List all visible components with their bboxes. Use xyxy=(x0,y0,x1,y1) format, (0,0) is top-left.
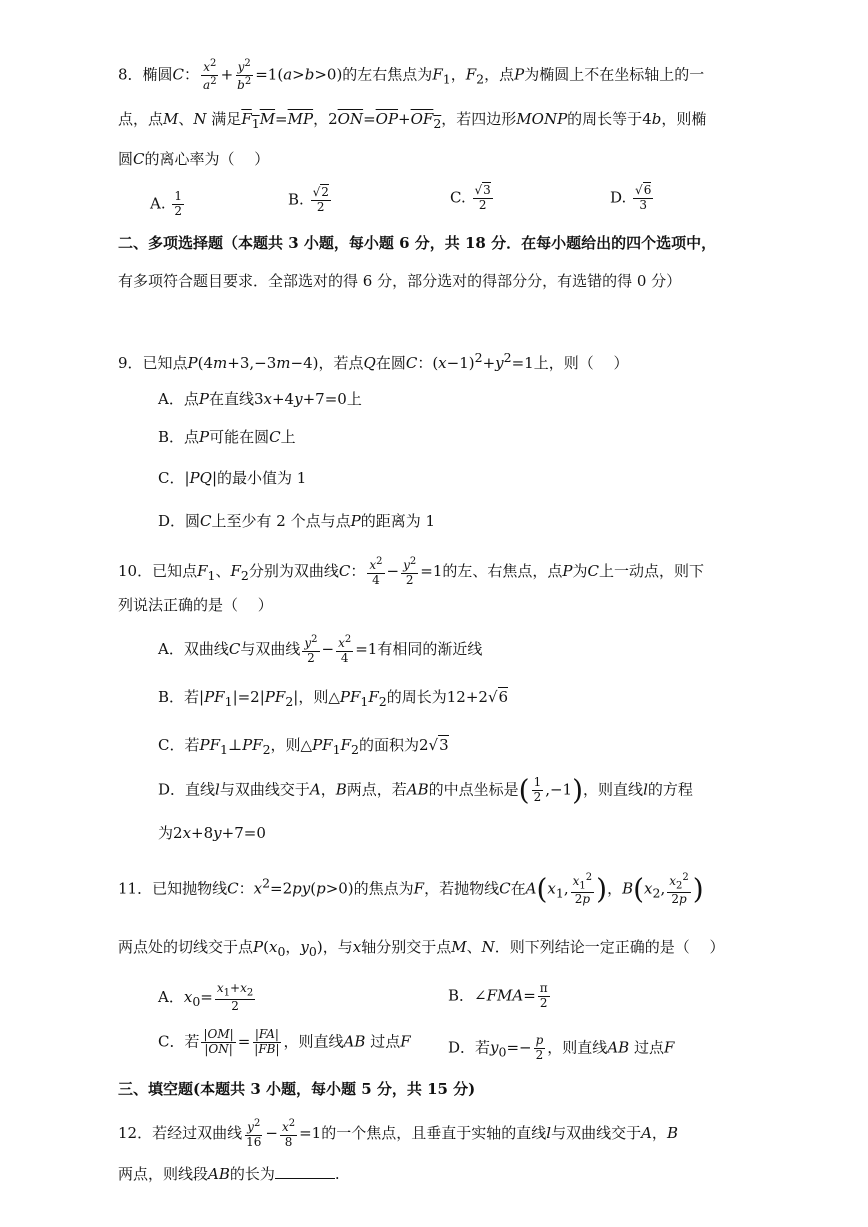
section2-line2: 有多项符合题目要求．全部选对的得 6 分，部分选对的得部分分，有选错的得 0 分） xyxy=(118,272,682,290)
q10-text: 的方程 xyxy=(647,780,693,799)
math-fraction: $\frac{\pi}{2}$ xyxy=(539,981,548,1010)
q10-text: 的左、右焦点，点 xyxy=(442,561,563,580)
q10-text: C．若 xyxy=(158,736,200,754)
q9-text: B．点 xyxy=(158,428,200,446)
q11-text: A． xyxy=(158,987,184,1006)
section3-title: 三、填空题(本题共 3 小题，每小题 5 分，共 15 分) xyxy=(118,1080,476,1098)
q11-text: 两点处的切线交于点 xyxy=(118,938,254,956)
q10-text: B．若 xyxy=(158,688,200,706)
q10-option-d-line2: 为2x+8y+7=0 xyxy=(158,824,266,842)
q9-text: 上 xyxy=(280,428,296,446)
math-fraction: $\frac{√2}{2}$ xyxy=(312,185,329,214)
q9-option-b: B．点P可能在圆C上 xyxy=(158,428,296,446)
q9-stem: 9．已知点P(4m+3,−3m−4)，若点Q在圆C：$(x-1)^2+y^2=1$上，则（ ） xyxy=(118,350,629,372)
math-fraction: $\frac{y^2}{2}$ xyxy=(304,634,318,665)
q8-line2: 点，点M、N 满足$F_1M=\overline{MP}$，$2\overline{ON}=\overline{OP}+OF_2$，若四边形MONP的周长等于4b，则椭 xyxy=(118,110,707,131)
math-fraction: $\frac{p}{2}$ xyxy=(535,1033,544,1062)
section2-line1: 二、多项选择题（本题共 3 小题，每小题 6 分，共 18 分．在每小题给出的四个选项中， xyxy=(118,234,717,252)
q8-text: 点，点 xyxy=(118,110,164,128)
q12-text: . xyxy=(334,1165,340,1183)
q11-option-d: D．若$y_0=-$ $\frac{p}{2}$ ，则直线AB 过点F xyxy=(448,1033,675,1062)
q11-text: ，若抛物线 xyxy=(424,879,500,898)
q9-text: D．圆 xyxy=(158,512,201,530)
q10-text: 两点，若 xyxy=(346,780,407,799)
q10-text: 的面积为 xyxy=(358,736,419,754)
math-fraction: $\frac{√3}{2}$ xyxy=(474,183,491,212)
q10-text: 的中点坐标是 xyxy=(428,780,519,799)
math-fraction: $\frac{x^2}{4}$ xyxy=(369,556,383,587)
q11-text: 在 xyxy=(510,879,526,898)
q11-text: 轴分别交于点 xyxy=(361,938,452,956)
option-label: C. xyxy=(450,188,466,207)
q10-option-b: B．若$|PF_1|=2|PF_2|$，则$\triangle PF_1F_2$的周长为12+2√6 xyxy=(158,688,509,709)
q8-line3: 圆C的离心率为（ ） xyxy=(118,150,270,168)
q10-text: 有相同的渐近线 xyxy=(377,639,483,658)
q10-option-c: C．若$PF_1\perp PF_2$，则$\triangle PF_1F_2$的面积为2√3 xyxy=(158,736,449,757)
q9-option-a: A．点P在直线3x+4y+7=0上 xyxy=(158,390,362,408)
q9-text: 的距离为 1 xyxy=(360,512,436,530)
q10-text: 10．已知点 xyxy=(118,561,198,580)
q9-text: 上 xyxy=(346,390,362,408)
q10-text: 上一动点，则下 xyxy=(599,561,705,580)
q10-text: 为 xyxy=(158,824,174,842)
q11-text: 11．已知抛物线 xyxy=(118,879,228,898)
q10-stem: 10．已知点$F_1$、$F_2$分别为双曲线C： $\frac{x^2}{4}$ − $\frac{y^2}{2}$ =1的左、右焦点，点P为C上一动点，则下 xyxy=(118,556,705,587)
math-fraction: $\frac{1}{2}$ xyxy=(533,775,542,804)
q9-text: C． xyxy=(158,469,185,487)
q11-stem: 11．已知抛物线C：$x^2=2py(p>0)$的焦点为F，若抛物线C在$A(x_1$, $\frac{x_1^2}{2p}$ )，$B(x_2$, $\frac{x_2^2}{2p}$ ) xyxy=(118,872,704,906)
q9-text: 在直线 xyxy=(208,390,254,408)
q8-option-a xyxy=(150,190,186,219)
option-label: A. xyxy=(150,194,166,213)
q11-text: ，与 xyxy=(322,938,353,956)
q8-text: 圆 xyxy=(118,150,134,168)
q11-text: 过点 xyxy=(633,1038,664,1057)
math-fraction: $\frac{√6}{3}$ xyxy=(635,183,652,212)
q10-option-d: D．直线l与双曲线交于A，B两点，若AB的中点坐标是( $\frac{1}{2}$ ,−1)，则直线l的方程 xyxy=(158,773,693,807)
q9-text: ，若点 xyxy=(318,354,364,372)
q8-option-c xyxy=(450,184,495,213)
q8-text: 的离心率为（ ） xyxy=(144,150,270,168)
math-fraction: $\frac{x^2}{4}$ xyxy=(338,634,352,665)
q11-text: ．则下列结论一定正确的是（ ） xyxy=(494,938,725,956)
q11-text: B． xyxy=(448,986,475,1005)
q12-text: 与双曲线交于 xyxy=(551,1123,642,1142)
q12-text: 12．若经过双曲线 xyxy=(118,1123,243,1142)
q10-text: ，则 xyxy=(298,688,329,706)
q8-text: ，若四边形 xyxy=(441,110,517,128)
math-fraction: $\frac{x^2}{a^2}$ xyxy=(203,58,217,92)
q10-text: 与双曲线交于 xyxy=(219,780,310,799)
q9-option-d: D．圆C上至少有 2 个点与点P的距离为 1 xyxy=(158,512,436,530)
q8-text: ，点 xyxy=(484,65,515,84)
math-fraction: $\frac{x^2}{8}$ xyxy=(281,1118,296,1149)
q10-text: D．直线 xyxy=(158,780,216,799)
q8-text: 为椭圆上不在坐标轴上的一 xyxy=(524,65,705,84)
math-fraction: $\frac{y^2}{2}$ xyxy=(403,556,417,587)
q10-option-a: A．双曲线C与双曲线 $\frac{y^2}{2}$ − $\frac{x^2}{4}$ =1有相同的渐近线 xyxy=(158,634,483,665)
q8-text: ，则椭 xyxy=(661,110,707,128)
q10-text: ，则 xyxy=(270,736,301,754)
q12-text: 的长为 xyxy=(229,1165,275,1183)
q8-text: 8．椭圆 xyxy=(118,65,173,84)
q10-text: ，则直线 xyxy=(583,780,644,799)
q10-text: 为 xyxy=(572,561,588,580)
q12-text: 两点，则线段 xyxy=(118,1165,209,1183)
q8-text: 的左右焦点为 xyxy=(342,65,433,84)
math-fraction: $\frac{y^2}{16}$ xyxy=(246,1118,262,1149)
q11-text: ，则直线 xyxy=(283,1032,344,1051)
q9-text: A．点 xyxy=(158,390,199,408)
q10-text: 的周长为 xyxy=(386,688,447,706)
math-fraction: $\frac{|FA|}{|FB|}$ xyxy=(254,1027,280,1056)
q12-text: 的一个焦点，且垂直于实轴的直线 xyxy=(321,1123,547,1142)
q9-text: 在圆 xyxy=(375,354,406,372)
q11-text: 过点 xyxy=(370,1032,401,1051)
q9-text: 上，则（ ） xyxy=(533,354,629,372)
q11-text: C．若 xyxy=(158,1032,200,1051)
q9-text: 可能在圆 xyxy=(209,428,270,446)
option-label: D. xyxy=(610,188,627,207)
q9-text: 的最小值为 1 xyxy=(217,469,307,487)
q10-stem2: 列说法正确的是（ ） xyxy=(118,596,273,614)
math-fraction: $\frac{x_1+x_2}{2}$ xyxy=(216,981,254,1013)
q11-option-b: B．∠FMA= $\frac{\pi}{2}$ xyxy=(448,981,548,1010)
q8-text: 的周长等于 xyxy=(567,110,643,128)
q8-option-b xyxy=(288,186,333,215)
q10-text: A．双曲线 xyxy=(158,639,229,658)
q8-line1: 8．椭圆C： $\frac{x^2}{a^2}$ + $\frac{y^2}{b^2}$ =1(a>b>0)的左右焦点为$F_1$，$F_2$，点P为椭圆上不在坐标轴上的一 xyxy=(118,58,705,92)
q10-text: 分别为双曲线 xyxy=(248,561,339,580)
q12-stem: 12．若经过双曲线 $\frac{y^2}{16}$ − $\frac{x^2}{8}$ =1的一个焦点，且垂直于实轴的直线l与双曲线交于A，B xyxy=(118,1118,678,1149)
q11-text: ，则直线 xyxy=(547,1038,608,1057)
q8-text: 满足 xyxy=(211,110,242,128)
q9-text: 上至少有 2 个点与点 xyxy=(211,512,351,530)
math-fraction: $\frac{x_1^2}{2p}$ xyxy=(572,872,593,906)
math-fraction: $\frac{1}{2}$ xyxy=(174,189,183,218)
math-fraction: $\frac{y^2}{b^2}$ xyxy=(237,58,252,92)
q9-text: 9．已知点 xyxy=(118,354,188,372)
q11-option-c: C．若 $\frac{|OM|}{|ON|}$ = $\frac{|FA|}{|FB|}$ ，则直线AB 过点F xyxy=(158,1027,411,1056)
q8-option-d xyxy=(610,184,655,213)
answer-blank[interactable] xyxy=(275,1166,335,1179)
q11-text: D．若 xyxy=(448,1038,491,1057)
q9-option-c: C．|PQ|的最小值为 1 xyxy=(158,469,307,487)
q12-stem2: 两点，则线段AB的长为 . xyxy=(118,1165,340,1183)
q11-stem2: 两点处的切线交于点$P(x_0$，$y_0$)，与x轴分别交于点M、N．则下列结论一定正确的是（ ） xyxy=(118,938,725,959)
math-fraction: $\frac{x_2^2}{2p}$ xyxy=(669,872,689,906)
math-fraction: $\frac{|OM|}{|ON|}$ xyxy=(203,1027,234,1056)
q11-text: 的焦点为 xyxy=(353,879,414,898)
option-label: B. xyxy=(288,190,304,209)
q10-text: 与双曲线 xyxy=(240,639,301,658)
q11-option-a: A．$x_0=$ $\frac{x_1+x_2}{2}$ xyxy=(158,981,254,1013)
